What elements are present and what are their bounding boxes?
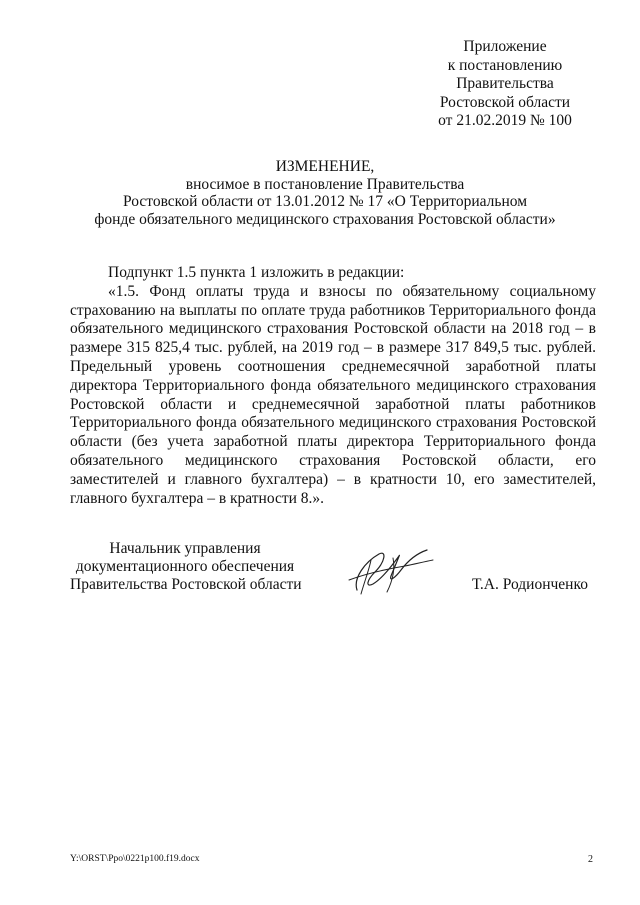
appendix-line: к постановлению (447, 56, 563, 74)
title-heading: ИЗМЕНЕНИЕ, (275, 158, 375, 175)
signer-position-line: документационного обеспечения (75, 558, 295, 575)
appendix-line: Ростовской области (439, 93, 571, 111)
body-paragraph: «1.5. Фонд оплаты труда и взносы по обязательному социальному страхованию на выплаты по оплате труда работников Территориального фонда обязательного медицинского страхования Ростовской области на 2018 год – в размере 315 825,4 тыс. рублей, на 2019 год – в размере 317 849,5 тыс. рублей. Предельный уровень соотношения среднемесячной заработной платы директора Территориального фонда обязательного медицинского страхования Ростовской области и среднемесячной заработной платы работников Территориального фонда обязательного медицинского страхования Ростовской области (без учета заработной платы директора Территориального фонда обязательного медицинского страхования Ростовской области, его заместителей и главного бухгалтера) – в кратности 10, его заместителей, главного бухгалтера – в кратности 8.». (70, 282, 596, 507)
page-number: 2 (588, 854, 593, 865)
title-line: вносимое в постановление Правительства (185, 175, 465, 193)
signer-name: Т.А. Родионченко (472, 576, 588, 593)
signer-position-line: Правительства Ростовской области (70, 576, 302, 593)
handwritten-signature (335, 540, 445, 600)
body-intro: Подпункт 1.5 пункта 1 изложить в редакции: (108, 264, 405, 281)
file-path: Y:\ORST\Ppo\0221p100.f19.docx (70, 854, 200, 864)
appendix-line: Приложение (463, 38, 547, 55)
appendix-line: Правительства (456, 75, 554, 92)
title-line: фонде обязательного медицинского страхования Ростовской области» (94, 210, 556, 228)
appendix-line: от 21.02.2019 № 100 (438, 112, 572, 129)
appendix-block (410, 38, 600, 131)
document-title (60, 158, 590, 228)
signer-position (70, 540, 300, 594)
title-line: Ростовской области от 13.01.2012 № 17 «О Территориальном (123, 193, 527, 210)
document-body (70, 264, 596, 508)
signer-position-line: Начальник управления (109, 540, 261, 557)
